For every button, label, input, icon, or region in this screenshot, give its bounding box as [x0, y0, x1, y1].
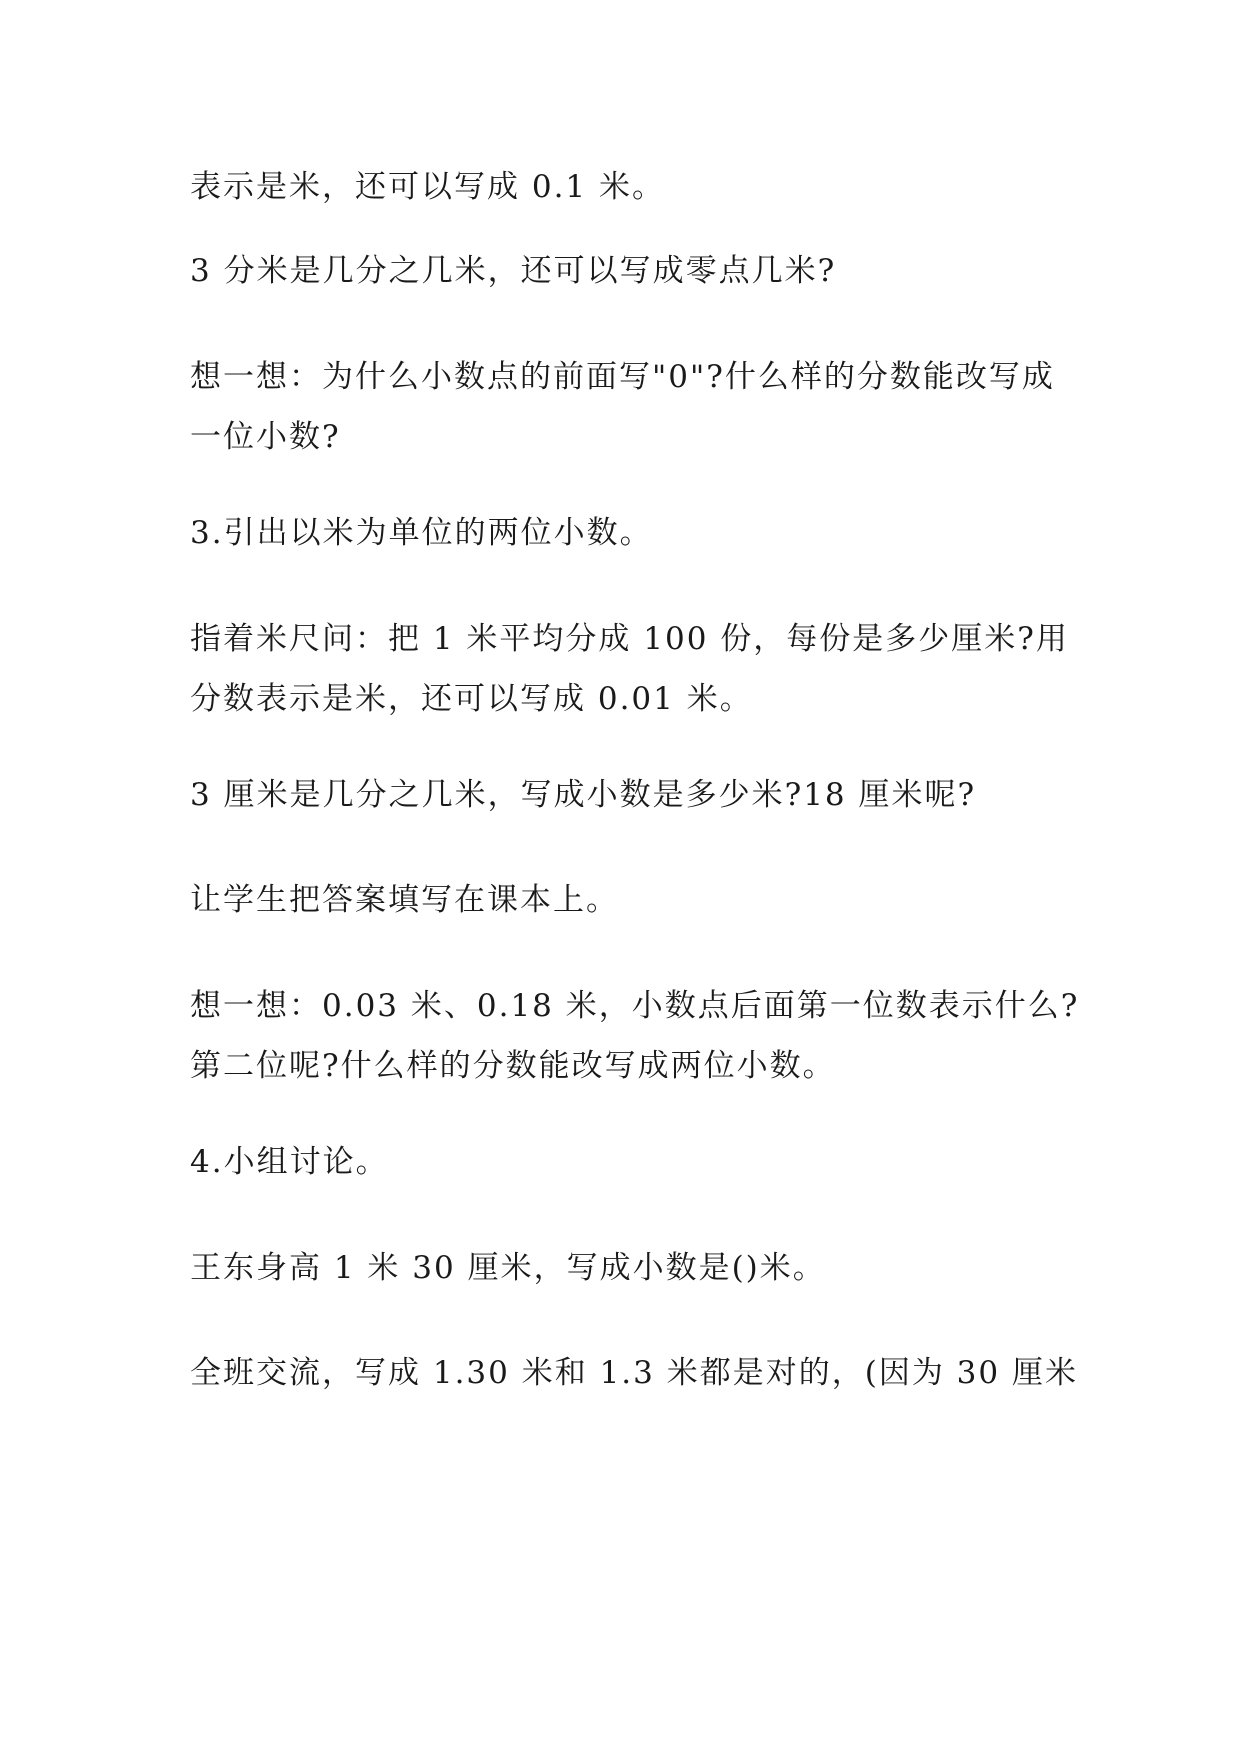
paragraph-10: [190, 1238, 1090, 1298]
text-line: 3 厘米是几分之几米，写成小数是多少米?18 厘米呢?: [190, 777, 977, 813]
text-line: 第二位呢?什么样的分数能改写成两位小数。: [190, 1048, 836, 1084]
text-line: 4.小组讨论。: [190, 1144, 389, 1180]
paragraph-1: [190, 157, 1090, 217]
text-line: 3 分米是几分之几米，还可以写成零点几米?: [190, 253, 837, 289]
paragraph-5: [190, 609, 1090, 729]
paragraph-2: [190, 241, 1090, 301]
text-line: 一位小数?: [190, 419, 341, 455]
paragraph-6: [190, 765, 1090, 825]
text-line: 分数表示是米，还可以写成 0.01 米。: [190, 681, 753, 717]
paragraph-7: [190, 870, 1090, 930]
text-line: 表示是米，还可以写成 0.1 米。: [190, 169, 666, 205]
paragraph-3: [190, 347, 1090, 467]
text-line: 指着米尺问：把 1 米平均分成 100 份，每份是多少厘米?用: [190, 621, 1069, 657]
paragraph-9: [190, 1132, 1090, 1192]
paragraph-4: [190, 503, 1090, 563]
text-line: 全班交流，写成 1.30 米和 1.3 米都是对的，(因为 30 厘米: [190, 1355, 1078, 1391]
text-line: 想一想：为什么小数点的前面写"0"?什么样的分数能改写成: [190, 359, 1055, 395]
paragraph-8: [190, 976, 1090, 1096]
paragraph-11: [190, 1343, 1090, 1403]
text-line: 想一想：0.03 米、0.18 米，小数点后面第一位数表示什么?: [190, 988, 1080, 1024]
text-line: 3.引出以米为单位的两位小数。: [190, 515, 653, 551]
text-line: 让学生把答案填写在课本上。: [190, 882, 619, 918]
text-line: 王东身高 1 米 30 厘米，写成小数是()米。: [190, 1250, 826, 1286]
